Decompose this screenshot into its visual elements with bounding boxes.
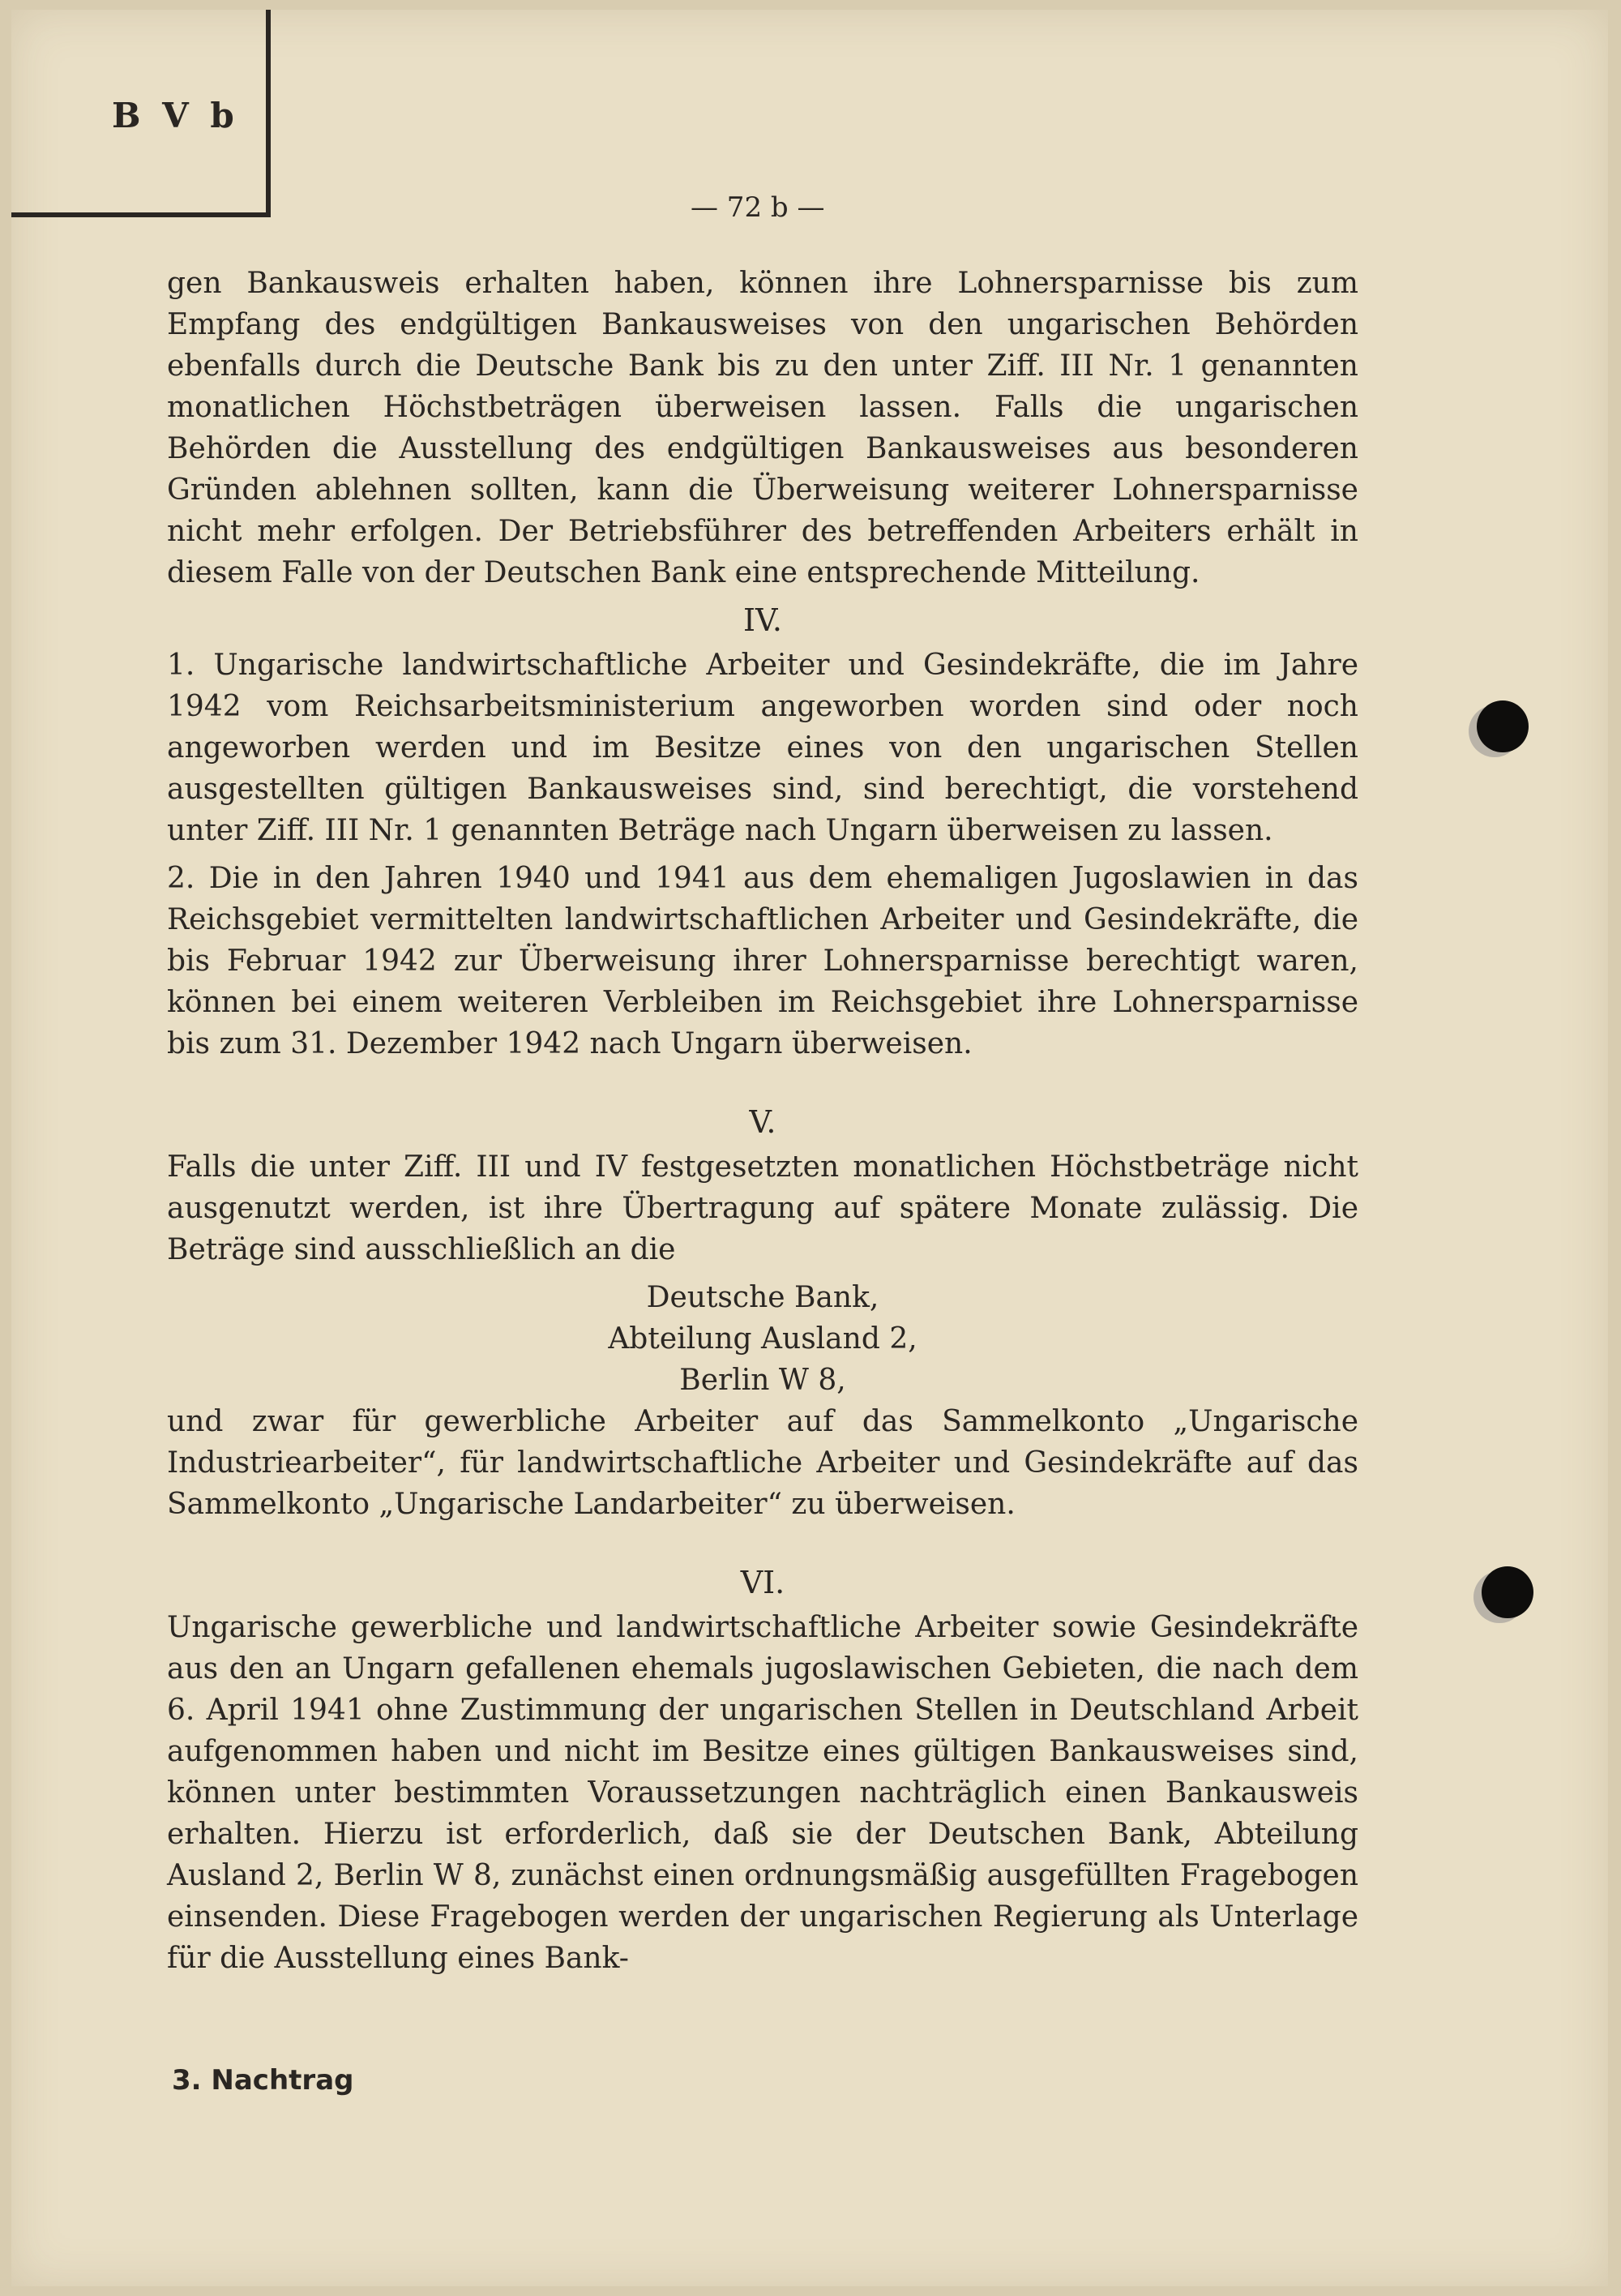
body-text [167,263,1358,1985]
section-iv-item-2: 2. Die in den Jahren 1940 und 1941 aus dem ehemaligen Jugoslawien in das Reichsgebiet vermittelten landwirtschaftlichen Arbeiter und Gesindekräfte, die bis Februar 1942 zur Überweisung ihrer Lohnersparnisse berechtigt waren, können bei einem weiteren Verbleiben im Reichsgebiet ihre Lohnersparnisse bis zum 31. Dezember 1942 nach Ungarn überweisen. [167,862,1358,1060]
document-page [11,10,1608,2286]
section-heading-vi: VI. [740,1565,785,1600]
section-v-outro: und zwar für gewerbliche Arbeiter auf das Sammelkonto „Ungarische Industriearbeiter“, für landwirtschaftliche Arbeiter und Gesindekräfte auf das Sammelkonto „Ungarische Landarbeiter“ zu überweisen. [167,1405,1358,1521]
section-vi-text: Ungarische gewerbliche und landwirtschaftliche Arbeiter sowie Gesindekräfte aus den an Ungarn gefallenen ehemals jugoslawischen Gebieten, die nach dem 6. April 1941 ohne Zustimmung der ungarischen Stellen in Deutschland Arbeit aufgenommen haben und nicht im Besitze eines gültigen Bankausweises sind, können unter bestimmten Voraussetzungen nachträglich einen Bankausweis erhalten. Hierzu ist erforderlich, daß sie der Deutschen Bank, Abteilung Ausland 2, Berlin W 8, zunächst einen ordnungsmäßig ausgefüllten Fragebogen einsenden. Diese Fragebogen werden der ungarischen Regierung als Unterlage für die Ausstellung eines Bank- [167,1611,1358,1975]
address-line-2: Abteilung Ausland 2, [608,1322,917,1356]
section-heading-v: V. [749,1104,776,1140]
footer-supplement-label: 3. Nachtrag [172,2064,354,2097]
register-tab [11,10,271,217]
tab-label: B V b [112,96,239,135]
address-line-3: Berlin W 8, [679,1364,846,1397]
punch-hole-top [1477,700,1529,752]
paragraph-continuation: gen Bankausweis erhalten haben, können ihre Lohnersparnisse bis zum Empfang des endgültigen Bankausweises von den ungarischen Behörden ebenfalls durch die Deutsche Bank bis zu den unter Ziff. III Nr. 1 genannten monatlichen Höchstbeträgen überweisen lassen. Falls die ungarischen Behörden die Ausstellung des endgültigen Bankausweises aus besonderen Gründen ablehnen sollten, kann die Überweisung weiterer Lohnersparnisse nicht mehr erfolgen. Der Betriebsführer des betreffenden Arbeiters erhält in diesem Falle von der Deutschen Bank eine entsprechende Mitteilung. [167,267,1358,589]
section-iv-item-1: 1. Ungarische landwirtschaftliche Arbeiter und Gesindekräfte, die im Jahre 1942 vom Reichsarbeitsministerium angeworben worden sind oder noch angeworben werden und im Besitze eines von den ungarischen Stellen ausgestellten gültigen Bankausweises sind, sind berechtigt, die vorstehend unter Ziff. III Nr. 1 genannten Beträge nach Ungarn überweisen zu lassen. [167,649,1358,847]
punch-hole-bottom [1482,1566,1533,1618]
section-heading-iv: IV. [743,602,782,638]
section-v-intro: Falls die unter Ziff. III und IV festgesetzten monatlichen Höchstbeträge nicht ausgenutzt werden, ist ihre Übertragung auf spätere Monate zulässig. Die Beträge sind ausschließlich an die [167,1150,1358,1266]
page-number: — 72 b — [691,191,825,224]
address-line-1: Deutsche Bank, [646,1281,879,1314]
